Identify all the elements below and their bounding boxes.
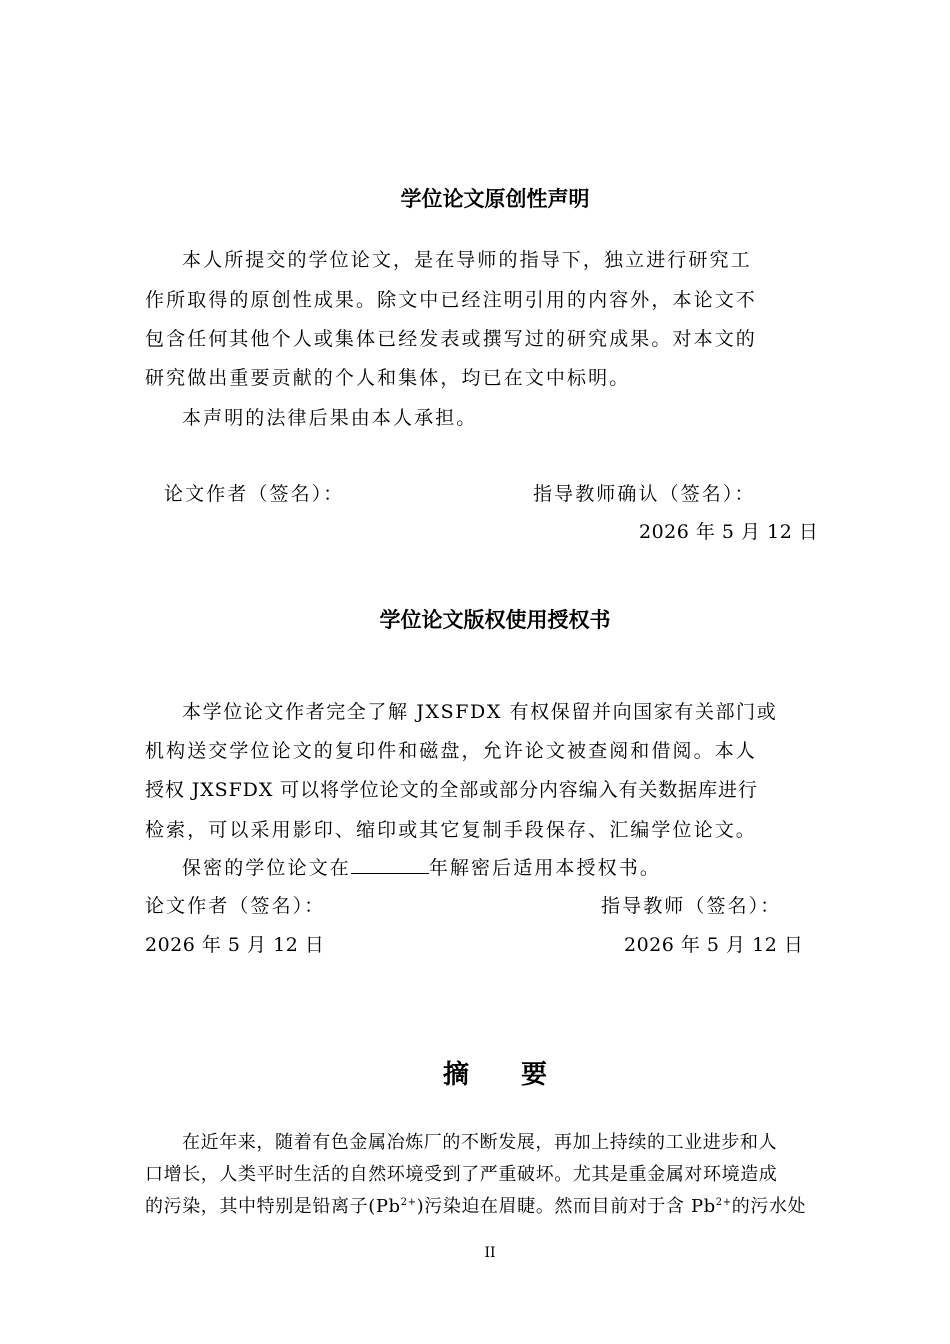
page-number: II [484, 1245, 496, 1261]
declaration-advisor-confirm: 指导教师确认（签名）： [533, 483, 756, 505]
abstract-title: 摘 要 [442, 1060, 547, 1090]
abstract-line-1: 在近年来，随着有色金属冶炼厂的不断发展，再加上持续的工业进步和人 [182, 1132, 778, 1153]
pb-charge-superscript-2: 2+ [715, 1197, 732, 1208]
authorization-line-1: 本学位论文作者完全了解 JXSFDX 有权保留并向国家有关部门或 [182, 701, 778, 723]
secret-prefix: 保密的学位论文在 [182, 857, 351, 879]
abstract-line-2: 口增长，人类平时生活的自然环境受到了严重破坏。尤其是重金属对环境造成 [145, 1164, 778, 1185]
declaration-line-2: 作所取得的原创性成果。除文中已经注明引用的内容外，本论文不 [145, 289, 757, 311]
authorization-line-2: 机构送交学位论文的复印件和磁盘，允许论文被查阅和借阅。本人 [145, 740, 757, 762]
abstract-line-3-part-a: 的污染，其中特别是铅离子(Pb [145, 1196, 401, 1217]
declaration-line-5: 本声明的法律后果由本人承担。 [182, 407, 478, 429]
declaration-date: 2026 年 5 月 12 日 [639, 521, 819, 543]
secret-suffix: 年解密后适用本授权书。 [428, 857, 661, 879]
authorization-author-sign: 论文作者（签名）： [145, 895, 326, 917]
pb-charge-superscript-1: 2+ [400, 1197, 417, 1208]
secret-year-blank [351, 855, 429, 874]
declaration-line-4: 研究做出重要贡献的个人和集体，均已在文中标明。 [145, 367, 631, 389]
authorization-advisor-date: 2026 年 5 月 12 日 [624, 934, 804, 956]
declaration-line-3: 包含任何其他个人或集体已经发表或撰写过的研究成果。对本文的 [145, 328, 757, 350]
authorization-advisor-sign: 指导教师（签名）： [601, 895, 782, 917]
abstract-line-3 [145, 1192, 806, 1218]
authorization-line-3: 授权 JXSFDX 可以将学位论文的全部或部分内容编入有关数据库进行 [145, 779, 758, 801]
declaration-line-1: 本人所提交的学位论文，是在导师的指导下，独立进行研究工 [182, 249, 752, 271]
declaration-title: 学位论文原创性声明 [400, 187, 590, 211]
authorization-title: 学位论文版权使用授权书 [379, 608, 611, 632]
authorization-secret-line [182, 853, 661, 880]
authorization-line-4: 检索，可以采用影印、缩印或其它复制手段保存、汇编学位论文。 [145, 819, 757, 841]
authorization-author-date: 2026 年 5 月 12 日 [145, 934, 325, 956]
abstract-line-3-part-b: )污染迫在眉睫。然而目前对于含 Pb [416, 1196, 716, 1217]
declaration-author-sign: 论文作者（签名）： [164, 483, 345, 505]
abstract-line-3-part-c: 的污水处 [731, 1196, 807, 1217]
